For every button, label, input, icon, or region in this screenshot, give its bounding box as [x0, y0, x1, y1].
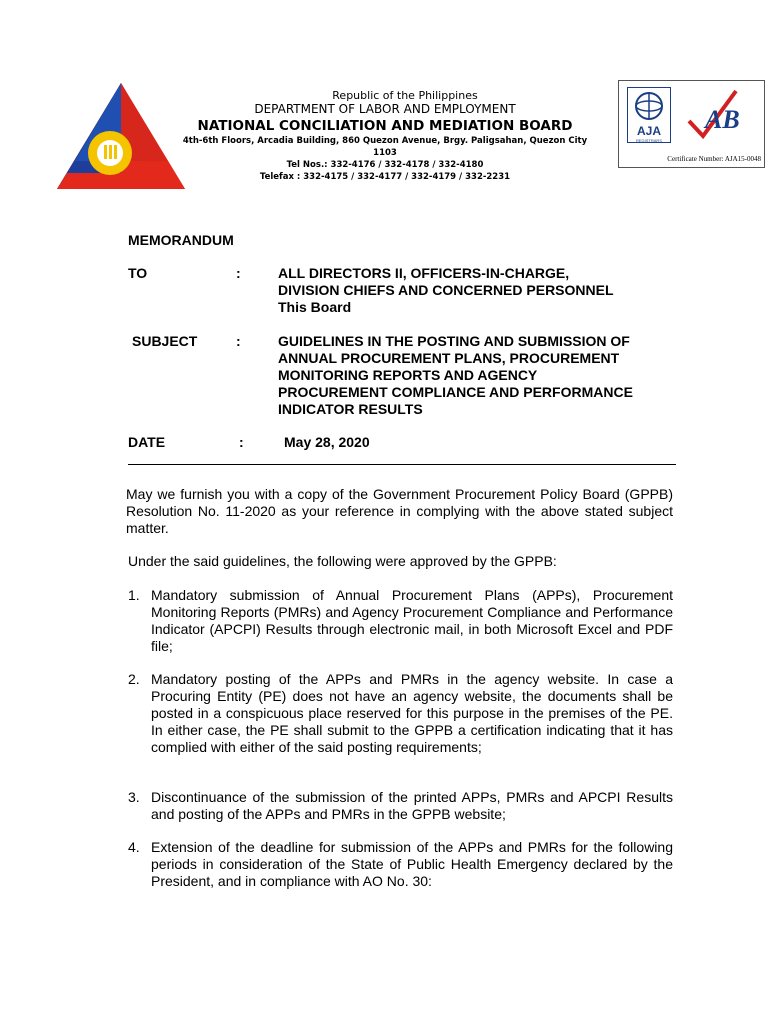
list-number: 1. — [128, 587, 140, 603]
list-text: Extension of the deadline for submission of the APPs and PMRs for the following periods in consideration of the State of Public Health Emergency declared by the President, and in compliance with AO No. 30: — [151, 839, 673, 889]
date-label: DATE — [128, 434, 166, 450]
memo-title: MEMORANDUM — [128, 232, 234, 248]
to-line-3: This Board — [278, 299, 352, 315]
subject-line-3: MONITORING REPORTS AND AGENCY — [278, 367, 538, 383]
address-line: 4th-6th Floors, Arcadia Building, 860 Quezon Avenue, Brgy. Paligsahan, Quezon City 1103 — [182, 136, 588, 158]
approved-paragraph: Under the said guidelines, the following were approved by the GPPB: — [128, 553, 557, 569]
to-label: TO — [128, 265, 148, 281]
list-number: 3. — [128, 789, 140, 805]
intro-paragraph: May we furnish you with a copy of the Government Procurement Policy Board (GPPB) Resolution No. 11-2020 as your reference in complying with the above stated subject matter. — [126, 486, 673, 536]
letterhead — [0, 0, 768, 200]
list-text: Discontinuance of the submission of the printed APPs, PMRs and APCPI Results and posting of the APPs and PMRs in the GPPB website; — [151, 789, 673, 822]
subject-line-4: PROCUREMENT COMPLIANCE AND PERFORMANCE — [278, 384, 633, 400]
board-name: NATIONAL CONCILIATION AND MEDIATION BOARD — [197, 118, 573, 134]
to-line-1: ALL DIRECTORS II, OFFICERS-IN-CHARGE, — [278, 265, 570, 281]
subject-line-5: INDICATOR RESULTS — [278, 401, 423, 417]
letterhead-text — [180, 89, 590, 183]
subject-value — [278, 333, 678, 418]
to-colon: : — [236, 265, 241, 281]
dole-logo — [55, 81, 187, 191]
list-number: 2. — [128, 671, 140, 687]
list-text: Mandatory submission of Annual Procurement Plans (APPs), Procurement Monitoring Reports (PMRs) and Agency Procurement Compliance and Performance Indicator (APCPI) Results through electronic mail, in both Microsoft Excel and PDF file; — [151, 587, 673, 654]
divider-rule — [128, 464, 676, 465]
to-value — [278, 265, 678, 316]
date-value: May 28, 2020 — [284, 434, 370, 450]
subject-colon: : — [236, 333, 241, 349]
subject-label: SUBJECT — [132, 333, 198, 349]
aja-logo — [627, 87, 671, 143]
list-text: Mandatory posting of the APPs and PMRs in the agency website. In case a Procuring Entity (PE) does not have an agency website, the documents shall be posted in a conspicuous place reserved for this purpose in the premises of the PE. In either case, the PE shall submit to the GPPB a certification indicating that it has complied with either of the said posting requirements; — [151, 671, 673, 755]
department-line: DEPARTMENT OF LABOR AND EMPLOYMENT — [254, 102, 516, 116]
svg-text:AB: AB — [705, 105, 740, 134]
aja-label: AJA — [636, 124, 661, 138]
subject-line-2: ANNUAL PROCUREMENT PLANS, PROCUREMENT — [278, 350, 620, 366]
telefax-line: Telefax : 332-4175 / 332-4177 / 332-4179 / 332-2231 — [259, 172, 511, 182]
subject-line-1: GUIDELINES IN THE POSTING AND SUBMISSION OF — [278, 333, 630, 349]
registrars-label: REGISTRARS — [635, 138, 662, 143]
certificate-number: Certificate Number: AJA15-0048 — [667, 155, 761, 163]
ukas-logo — [681, 86, 756, 141]
list-number: 4. — [128, 839, 140, 855]
certification-badge — [618, 80, 765, 168]
republic-line: Republic of the Philippines — [332, 89, 478, 102]
tel-line: Tel Nos.: 332-4176 / 332-4178 / 332-4180 — [286, 160, 484, 170]
to-line-2: DIVISION CHIEFS AND CONCERNED PERSONNEL — [278, 282, 614, 298]
globe-icon — [628, 88, 670, 124]
date-colon: : — [239, 434, 244, 450]
